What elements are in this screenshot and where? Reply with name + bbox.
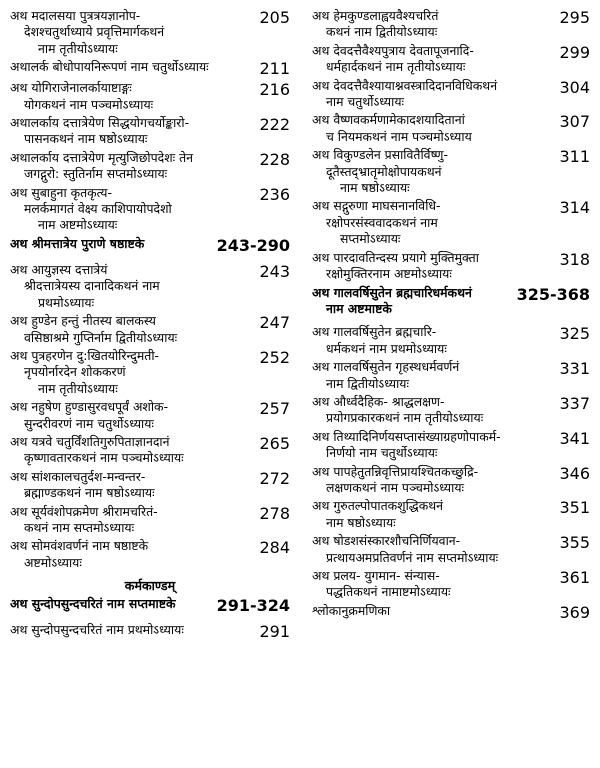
toc-entry[interactable] — [312, 324, 590, 357]
toc-page-number: 272 — [259, 468, 290, 488]
toc-entry-line: अथ गालवर्षिसुतेन ब्रह्मचारि- — [312, 324, 437, 340]
toc-entry-title — [10, 115, 253, 148]
toc-entry[interactable] — [312, 359, 590, 392]
toc-entry-line: अथ सुबाहुना कृतकृत्य- — [10, 184, 112, 200]
toc-entry-title — [312, 394, 553, 427]
toc-page-number: 205 — [259, 8, 290, 27]
toc-entry-title — [10, 262, 253, 311]
toc-entry-line: लक्षणकथनं नाम पञ्चमोऽध्यायः — [326, 479, 465, 495]
toc-entry[interactable] — [312, 43, 590, 76]
toc-entry-line: अथ सोमवंशवर्णनं नाम षष्ठाष्टके — [10, 538, 149, 554]
toc-entry[interactable] — [10, 262, 290, 311]
toc-entry[interactable] — [10, 185, 290, 234]
toc-page-number: 311 — [559, 147, 590, 167]
toc-entry-line: अथ पुत्रहरणेन दु:खितयोरिन्दुमती- — [10, 347, 160, 363]
toc-page-number: 228 — [259, 149, 290, 169]
toc-entry-title — [312, 250, 553, 283]
toc-entry[interactable] — [10, 80, 290, 113]
toc-page-number: 369 — [559, 602, 590, 622]
toc-entry-line: च नियमकथनं नाम पञ्चमोऽध्याय — [326, 128, 472, 144]
toc-entry-title — [10, 185, 253, 234]
toc-entry-line: अथ तिथ्यादिनिर्णयसप्तासंख्याग्रहणोपाकर्म- — [312, 428, 501, 444]
toc-entry-line: पद्धतिकथनं नामाष्टमोऽध्यायः — [326, 584, 451, 600]
toc-entry-title — [10, 538, 253, 571]
toc-entry-title — [312, 8, 553, 41]
toc-page-number: 361 — [559, 568, 590, 587]
toc-entry-title — [10, 434, 253, 467]
toc-entry[interactable] — [10, 538, 290, 571]
toc-entry[interactable] — [312, 498, 590, 531]
toc-entry[interactable] — [10, 399, 290, 432]
toc-page-number: 252 — [259, 347, 290, 367]
toc-entry-line: प्रयोगप्रकारकथनं नाम तृतीयोऽध्यायः — [326, 410, 484, 426]
toc-entry-title — [312, 429, 553, 462]
toc-entry-title — [312, 112, 553, 145]
toc-entry-line: अथ विकुण्डलेन प्रसावितैर्विष्णु- — [312, 147, 448, 163]
toc-column-right — [300, 8, 590, 762]
toc-entry-line: धर्मकथनं नाम प्रथमोऽध्यायः — [326, 340, 447, 356]
toc-entry-line: नाम तृतीयोऽध्यायः — [38, 380, 118, 396]
toc-entry-line: अथालर्काय दत्तात्रेयेण सिद्धयोगचर्योङ्कारो- — [10, 115, 190, 131]
toc-entry[interactable] — [312, 464, 590, 497]
toc-section-entry[interactable] — [312, 285, 590, 318]
toc-entry-line: ब्रह्माण्डकथनं नाम षष्ठोऽध्यायः — [24, 485, 155, 501]
toc-entry-line: अथ षोडशसंस्कारशौचनिर्णियवान- — [312, 533, 461, 549]
toc-entry-title — [10, 504, 253, 537]
toc-entry[interactable] — [312, 394, 590, 427]
toc-page-number: 211 — [259, 59, 290, 79]
toc-entry-title — [10, 348, 253, 397]
toc-entry-line: अथ यत्रवे चतुर्विंशतिगुरुपिताज्ञानदानं — [10, 433, 170, 449]
toc-entry-title — [312, 359, 553, 392]
toc-entry[interactable] — [312, 603, 590, 622]
toc-page-number: 337 — [559, 393, 590, 413]
toc-page-number: 265 — [259, 433, 290, 453]
toc-entry-line: कथनं नाम द्वितीयोऽध्यायः — [326, 24, 438, 40]
toc-entry-line: अथ सद्गुरुणा माघसनानविधि- — [312, 198, 441, 214]
toc-entry-line: मलर्कमागतं वेक्ष्य काशिपायोपदेशो — [24, 201, 172, 217]
toc-entry-title — [312, 603, 553, 619]
toc-entry-title — [10, 399, 253, 432]
toc-entry-line: श्लोकानुक्रमणिका — [312, 602, 391, 618]
toc-entry[interactable] — [10, 8, 290, 57]
toc-entry-line: प्रथमोऽध्यायः — [38, 294, 95, 310]
toc-entry[interactable] — [10, 150, 290, 183]
toc-entry-title — [10, 313, 253, 346]
toc-page-number: 257 — [259, 399, 290, 419]
toc-entry-title — [312, 198, 553, 247]
section-heading: कर्मकाण्डम् — [124, 578, 176, 594]
toc-entry[interactable] — [312, 147, 590, 196]
toc-entry-title — [312, 324, 553, 357]
toc-entry-line: धर्महार्दकथनं नाम तृतीयोऽध्यायः — [326, 59, 466, 75]
toc-entry-line: अथ गालवर्षिसुतेन ब्रह्मचारिधर्मकथनं — [312, 284, 472, 300]
toc-entry-title — [10, 150, 253, 183]
toc-page-number: 325-368 — [516, 284, 590, 304]
toc-entry-line: अथ योगिराजेनालर्कायाष्टाङ्गः — [10, 80, 132, 96]
toc-entry-title — [10, 596, 211, 612]
toc-entry[interactable] — [10, 59, 290, 78]
toc-page-number: 314 — [559, 198, 590, 218]
toc-page-number: 351 — [559, 498, 590, 518]
toc-entry-line: नृपयोर्नारदेन शोककरणं — [24, 364, 126, 380]
toc-page-number: 291 — [259, 622, 290, 642]
toc-entry[interactable] — [10, 469, 290, 502]
toc-entry[interactable] — [312, 533, 590, 566]
toc-entry-line: अथ और्ध्वदैहिक- श्राद्धलक्षण- — [312, 393, 445, 409]
toc-entry-line: नाम षष्ठोऽध्यायः — [326, 514, 396, 530]
toc-entry-line: निर्णयो नाम चतुर्थोऽध्यायः — [326, 445, 438, 461]
toc-entry[interactable] — [312, 8, 590, 41]
toc-entry[interactable] — [10, 504, 290, 537]
toc-page-number: 291-324 — [216, 596, 290, 616]
toc-entry-line: अथ गुरुतल्पोपातकशुद्धिकथनं — [312, 498, 444, 514]
toc-entry-line: अथ नहुषेण हुण्डासुरवधपूर्वं अशोक- — [10, 399, 169, 415]
toc-entry-line: अथालर्क बोधोपायनिरूपणं नाम चतुर्थोऽध्यायः — [10, 59, 209, 75]
toc-entry-line: श्रीदत्तात्रेयस्य दानादिकथनं नाम — [24, 278, 160, 294]
toc-entry[interactable] — [10, 434, 290, 467]
toc-entry[interactable] — [10, 622, 290, 641]
toc-entry-title — [10, 622, 253, 638]
toc-entry-line: पासनकथनं नाम षष्ठोऽध्यायः — [24, 131, 148, 147]
toc-entry-line: अथ मदालसया पुत्रत्रयज्ञानोप- — [10, 8, 141, 23]
toc-entry-line: अथ प्रलय- युगमान- संन्यास- — [312, 568, 440, 583]
toc-entry-line: नाम अष्टमोऽध्यायः — [38, 217, 118, 233]
toc-entry-line: अथ पापहेतुतन्निवृत्तिप्रायश्चितकच्छुद्रि- — [312, 463, 479, 479]
toc-entry-line: कृष्णावतारकथनं नाम पञ्चमोऽध्यायः — [24, 450, 184, 466]
toc-entry[interactable] — [312, 568, 590, 601]
toc-entry[interactable] — [312, 112, 590, 145]
toc-entry-title — [10, 59, 253, 75]
toc-entry-title — [312, 498, 553, 531]
toc-entry-line: सुन्दरीवरणं नाम चतुर्थोऽध्यायः — [24, 415, 154, 431]
toc-entry-title — [10, 236, 211, 252]
toc-page-number: 243-290 — [216, 235, 290, 255]
toc-page-number: 355 — [559, 533, 590, 553]
toc-entry-line: अथ पारदावतिन्दस्य प्रयागे मुक्तिमुक्ता — [312, 249, 479, 265]
toc-column-left — [10, 8, 300, 762]
toc-entry-line: अथ सुन्दोपसुन्दचरितं नाम प्रथमोऽध्यायः — [10, 622, 184, 638]
toc-entry-line: जगद्गुरो: स्तुतिर्नाम सप्तमोऽध्यायः — [24, 166, 168, 182]
toc-page-number: 243 — [259, 261, 290, 281]
toc-page-number: 318 — [559, 249, 590, 269]
toc-entry-line: दूतैस्तद्भ्रातृमोक्षोपायकथनं — [326, 163, 442, 179]
toc-entry-line: रक्षोमुक्तिरनाम अष्टमोऽध्यायः — [326, 266, 452, 282]
toc-page-number: 299 — [559, 42, 590, 62]
toc-entry-line: अथ श्रीमत्तात्रेय पुराणे षष्ठाष्टके — [10, 235, 145, 251]
toc-entry-line: अथ देवदत्तैवैश्यपुत्राय देवतापूजनादि- — [312, 42, 474, 58]
toc-entry-title — [10, 469, 253, 502]
toc-entry-title — [312, 285, 511, 318]
toc-entry-line: अथ सांशकालचतुर्दश-मन्वन्तर- — [10, 468, 146, 484]
toc-entry-title — [312, 533, 553, 566]
toc-entry[interactable] — [312, 429, 590, 462]
toc-page-number: 307 — [559, 112, 590, 132]
toc-page-number: 341 — [559, 428, 590, 448]
toc-entry-title — [312, 464, 553, 497]
toc-entry-line: नाम तृतीयोऽध्यायः — [38, 40, 118, 56]
toc-entry-title — [312, 43, 553, 76]
toc-entry-line: नाम चतुर्थोऽध्यायः — [326, 94, 405, 110]
toc-page-number: 247 — [259, 313, 290, 333]
toc-page-number: 278 — [259, 503, 290, 523]
toc-entry-line: नाम अष्टमाष्टके — [326, 300, 392, 316]
toc-entry-line: नाम द्वितीयोऽध्यायः — [326, 375, 409, 391]
toc-entry-line: देशश्चतुर्थाध्याये प्रवृत्तिमार्गकथनं — [24, 24, 165, 40]
toc-entry-line: सप्तमोऽध्यायः — [340, 231, 401, 247]
toc-page-number: 236 — [259, 184, 290, 204]
toc-page-number: 304 — [559, 77, 590, 97]
toc-page-number: 222 — [259, 115, 290, 135]
toc-entry-line: अथालर्काय दत्तात्रेयेण मृत्युजिछोपदेशः तेन — [10, 149, 194, 165]
toc-entry-line: अथ हुण्डेन हन्तुं नीतस्य बालकस्य — [10, 313, 156, 329]
toc-entry-title — [10, 80, 253, 113]
toc-entry[interactable] — [10, 313, 290, 346]
toc-entry-line: अथ हेमकुण्डलाह्वयवैश्यचरितं — [312, 8, 439, 23]
toc-entry-line: अथ आयुज्ञस्य दत्तात्रेयं — [10, 261, 108, 277]
toc-page-number: 284 — [259, 538, 290, 558]
toc-entry[interactable] — [312, 78, 590, 111]
toc-entry-title — [312, 147, 553, 196]
toc-entry-title — [312, 568, 553, 601]
toc-entry-line: अथ वैष्णवकर्मणामेकादशयादितानां — [312, 112, 465, 128]
toc-entry[interactable] — [312, 198, 590, 247]
toc-page-number: 295 — [559, 8, 590, 27]
toc-section-entry[interactable] — [10, 236, 290, 255]
toc-entry-title — [312, 78, 553, 111]
toc-entry-line: प्रत्थायअमप्रतिवर्णनं नाम सप्तमोऽध्यायः — [326, 549, 499, 565]
toc-entry-line: नाम षष्ठोऽध्यायः — [340, 180, 410, 196]
toc-entry-line: अथ सुन्दोपसुन्दचरितं नाम सप्तमाष्टके — [10, 596, 176, 612]
toc-page-number: 331 — [559, 359, 590, 379]
toc-entry-title — [10, 8, 253, 57]
toc-entry-line: वसिष्ठाश्रमे गुप्तिर्नाम द्वितीयोऽध्यायः — [24, 329, 178, 345]
toc-entry-line: अथ सूर्यवंशोपक्रमेण श्रीरामचरितं- — [10, 503, 158, 519]
toc-entry-line: अथ देवदत्तैवैश्यायाश्नवस्त्रादिदानविधिकथनं — [312, 77, 498, 93]
toc-entry-line: कथनं नाम सप्तमोऽध्यायः — [24, 519, 135, 535]
toc-page-number: 346 — [559, 463, 590, 483]
toc-entry[interactable] — [10, 115, 290, 148]
toc-entry[interactable] — [312, 250, 590, 283]
toc-entry[interactable] — [10, 348, 290, 397]
toc-entry-line: अथ गालवर्षिसुतेन गृहस्थधर्मवर्णनं — [312, 359, 460, 375]
toc-entry-line: रक्षोपरसंस्ववादकथनं नाम — [326, 214, 438, 230]
toc-page-number: 216 — [259, 80, 290, 100]
toc-entry-line: अष्टमोऽध्यायः — [24, 554, 82, 570]
toc-entry-line: योगकथनं नाम पञ्चमोऽध्यायः — [24, 96, 154, 112]
toc-page-number: 325 — [559, 324, 590, 344]
toc-section-entry[interactable] — [10, 596, 290, 615]
